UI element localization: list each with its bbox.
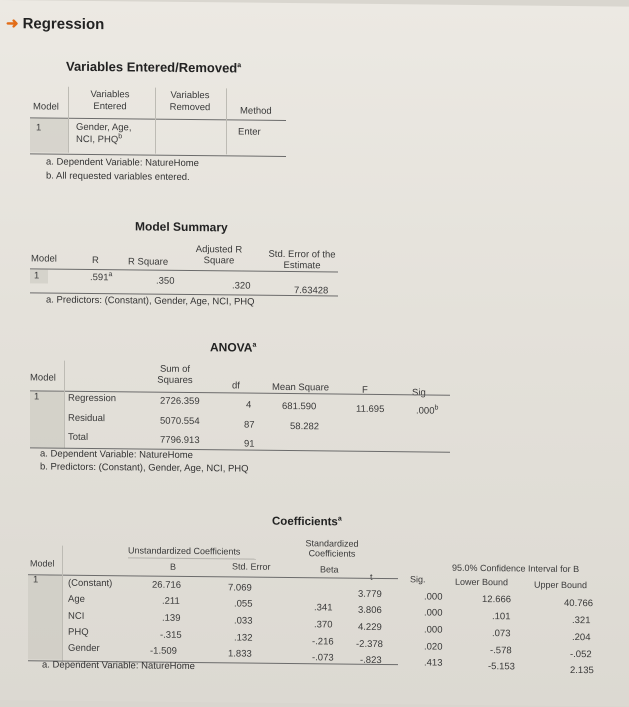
- coef-col-beta: Beta: [320, 564, 339, 575]
- coef-row: Age .211 .055 .341 3.806 .000 .101 .321: [68, 593, 591, 627]
- anova-row-model: 1: [34, 391, 40, 403]
- coef-col-lower: Lower Bound: [455, 576, 509, 588]
- variables-entered-line2: NCI, PHQ$^b$: [76, 133, 123, 146]
- coefficients-title: Coefficients$^a$: [272, 515, 342, 529]
- summary-adj-value: .320: [232, 280, 251, 292]
- coef-col-std: Standardized Coefficients: [305, 538, 359, 559]
- coef-col-t: t: [370, 571, 373, 582]
- summary-row-model: 1: [34, 270, 40, 282]
- summary-col-rsq: R Square: [128, 256, 169, 268]
- anova-col-ms: Mean Square: [272, 381, 330, 394]
- coef-row: PHQ -.315 .132 -.216 -2.378 .020 -.578 -.052: [68, 626, 592, 661]
- variables-method-value: Enter: [238, 126, 261, 138]
- variables-entered-line1: Gender, Age,: [76, 121, 132, 134]
- variables-title: Variables Entered/Removed$^a$: [66, 58, 242, 76]
- coef-col-sig: Sig.: [410, 574, 426, 585]
- coef-row: NCI .139 .033 .370 4.229 .000 .073 .204: [68, 610, 591, 644]
- summary-col-se: Std. Error of the Estimate: [268, 248, 336, 272]
- variables-col-method: Method: [240, 105, 272, 117]
- coef-col-unstd: Unstandardized Coefficients: [128, 545, 241, 557]
- variables-note-a: a. Dependent Variable: NatureHome: [46, 156, 199, 170]
- variables-col-model: Model: [33, 101, 59, 113]
- summary-col-model: Model: [31, 253, 57, 265]
- coef-col-b: B: [170, 561, 177, 572]
- coef-row: (Constant) 26.716 7.069 3.779 .000 12.666 40.766: [68, 577, 594, 610]
- summary-r-value: .591$^a$: [90, 271, 113, 284]
- anova-row: Regression 2726.359 4 681.590 11.695 .000$^b$: [68, 392, 439, 417]
- expand-arrow-icon[interactable]: ➜: [6, 15, 19, 33]
- summary-se-value: 7.63428: [294, 285, 329, 297]
- anova-title: ANOVA$^a$: [210, 340, 257, 355]
- summary-col-adj: Adjusted R Square: [195, 244, 243, 267]
- coef-row: Gender -1.509 1.833 -.073 -.823 .413 -5.153 2.135: [68, 642, 594, 677]
- section-title: Regression: [22, 14, 105, 33]
- anova-row: Total 7796.913 91: [68, 431, 255, 450]
- summary-note-a: a. Predictors: (Constant), Gender, Age, NCI, PHQ: [46, 294, 255, 308]
- variables-note-b: b. All requested variables entered.: [46, 170, 190, 183]
- summary-title: Model Summary: [135, 219, 228, 235]
- section-header[interactable]: [6, 14, 104, 33]
- coef-col-se: Std. Error: [232, 561, 271, 572]
- coef-col-ci: 95.0% Confidence Interval for B: [452, 562, 580, 575]
- anova-col-sig: Sig.: [412, 387, 429, 399]
- variables-row-model: 1: [36, 122, 42, 134]
- anova-col-model: Model: [30, 372, 56, 384]
- variables-col-entered: Variables Entered: [90, 88, 130, 113]
- coef-col-model: Model: [30, 558, 55, 569]
- coef-row-model: 1: [33, 574, 39, 586]
- summary-col-r: R: [92, 254, 99, 267]
- anova-row: Residual 5070.554 87 58.282: [68, 412, 320, 433]
- anova-col-df: df: [232, 380, 240, 392]
- variables-col-removed: Variables Removed: [169, 89, 211, 114]
- coef-note-a: a. Dependent Variable: NatureHome: [42, 659, 195, 673]
- coef-col-upper: Upper Bound: [534, 579, 588, 591]
- anova-note-a: a. Dependent Variable: NatureHome: [40, 448, 193, 462]
- summary-rsq-value: .350: [156, 275, 175, 287]
- anova-col-f: F: [362, 384, 368, 396]
- anova-col-ss: Sum of Squares: [157, 363, 193, 387]
- anova-note-b: b. Predictors: (Constant), Gender, Age, NCI, PHQ: [40, 461, 249, 475]
